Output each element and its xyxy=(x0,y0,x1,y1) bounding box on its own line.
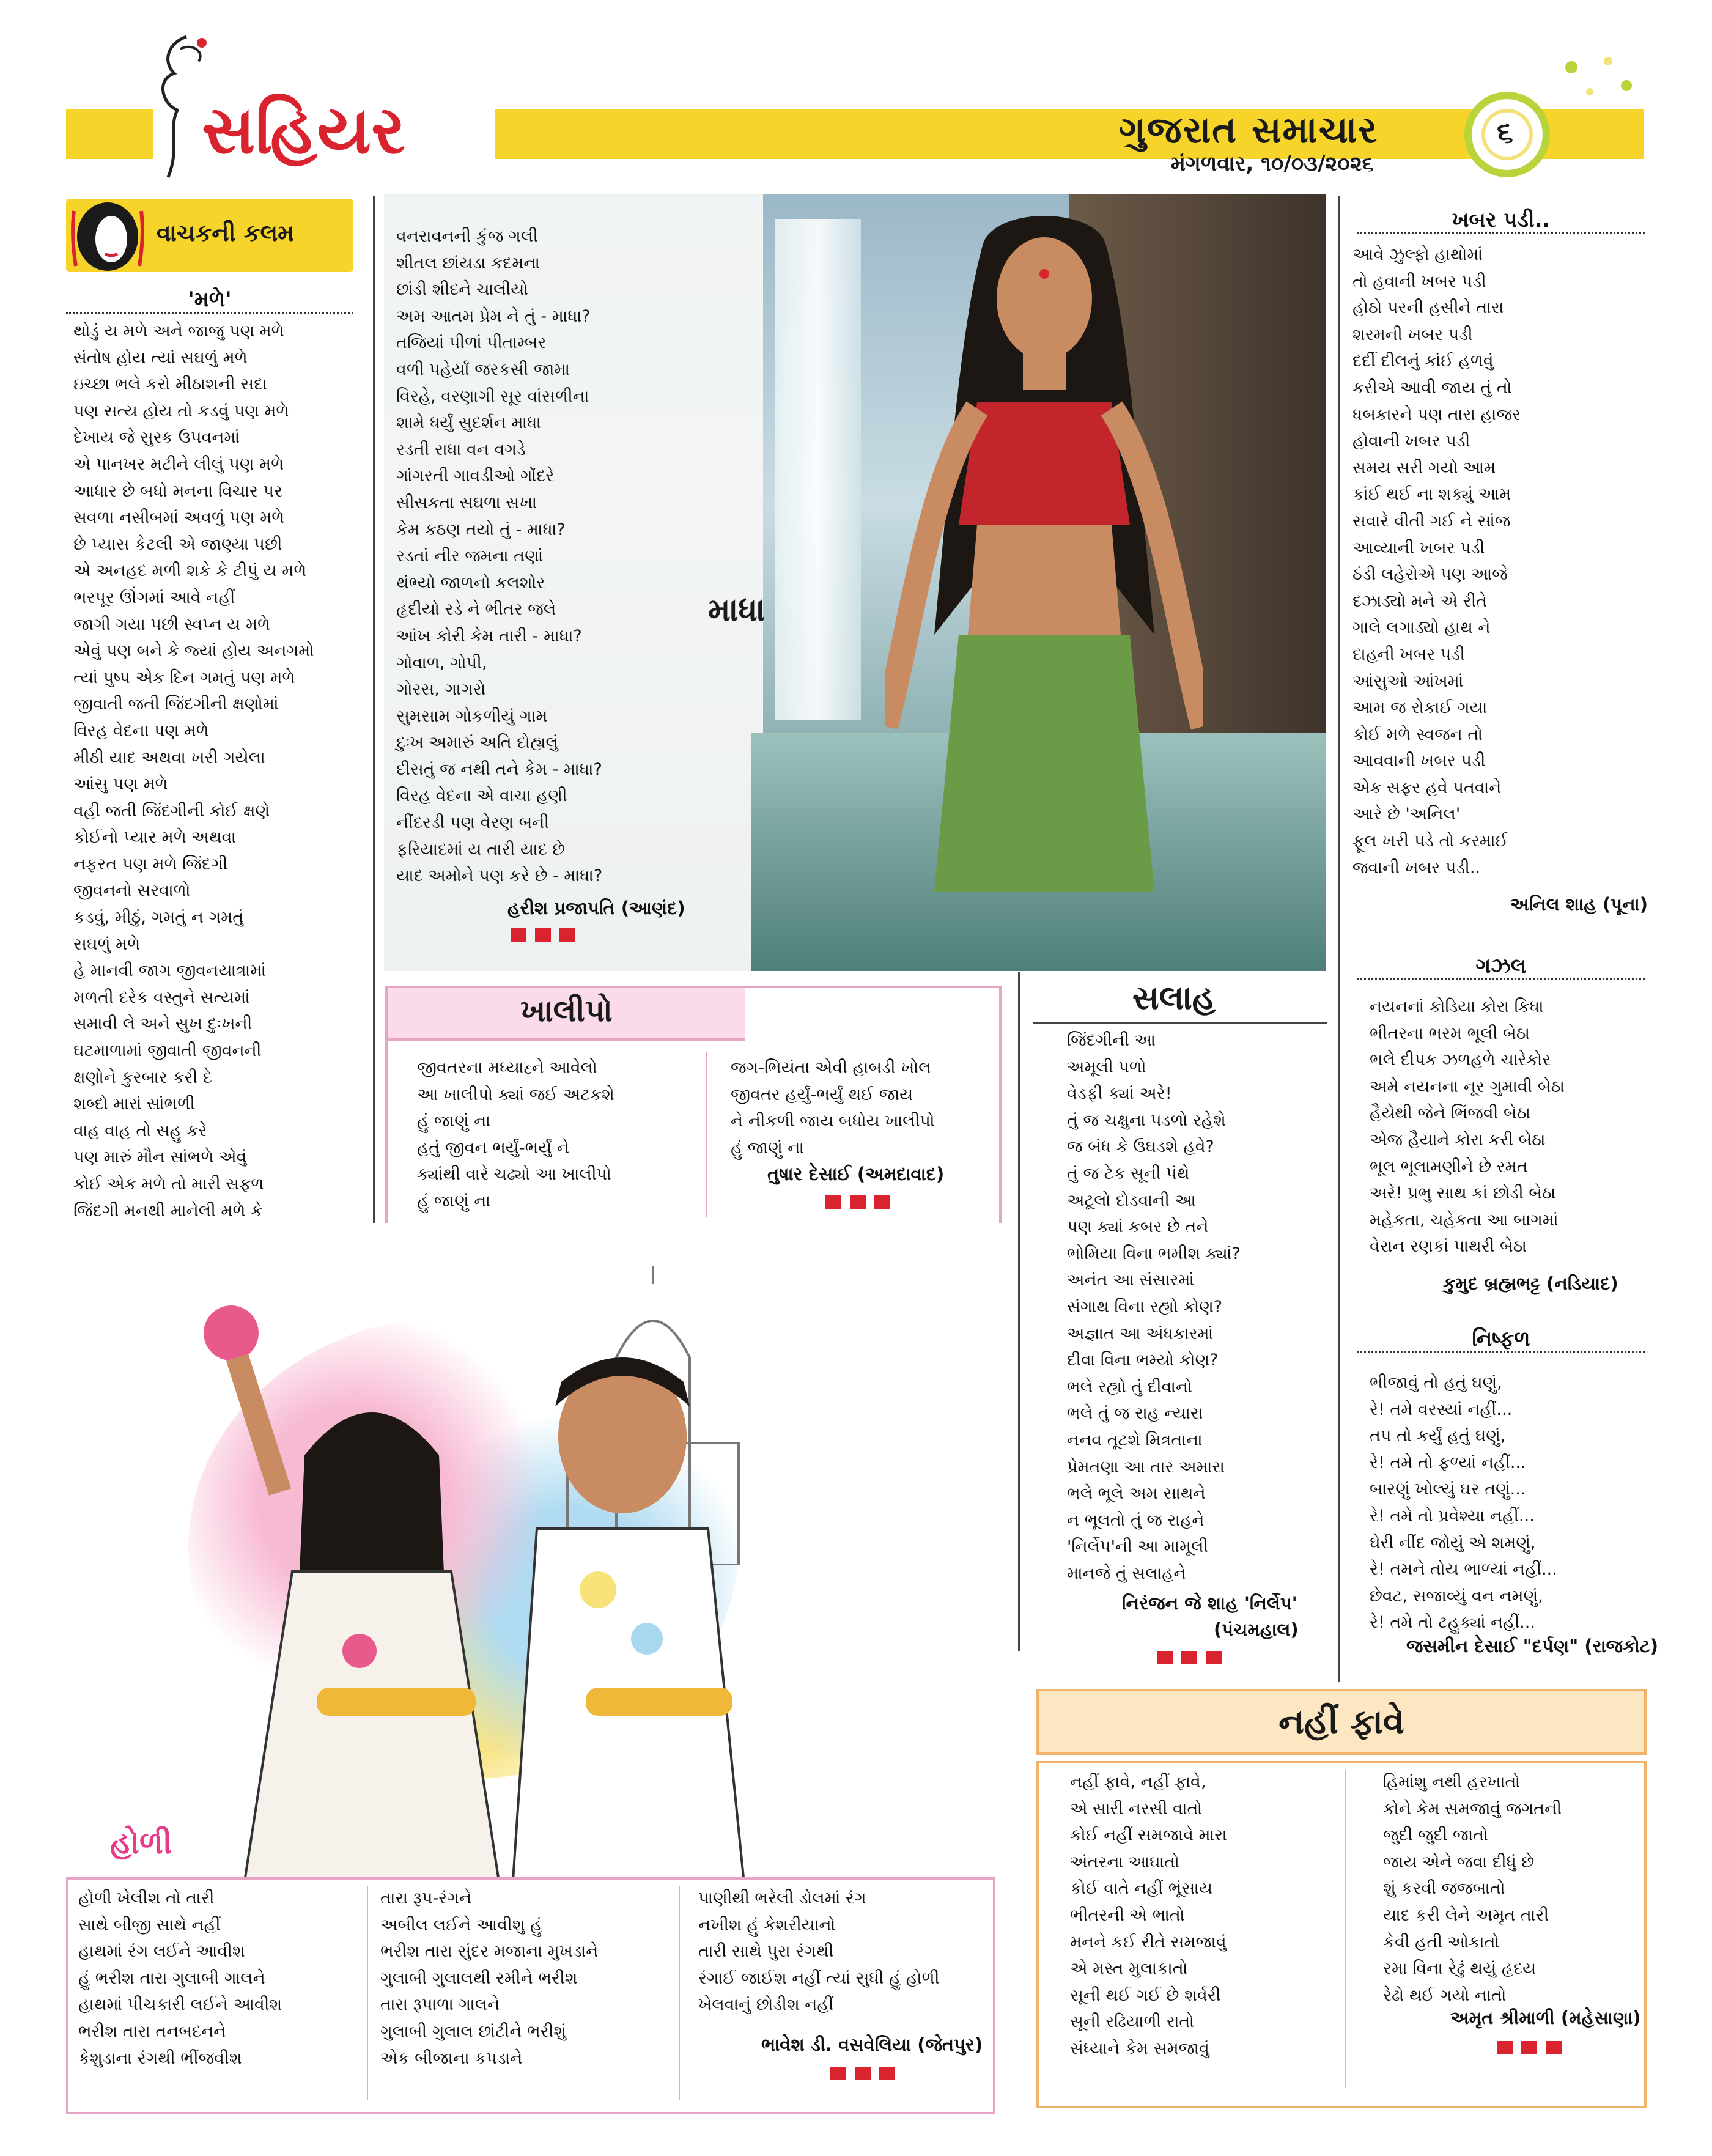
poem-line: જીવનનો સરવાળો xyxy=(73,881,191,901)
poem-line: આવે ઝુલ્ફો હાથોમાં xyxy=(1352,245,1483,264)
poem-line: કેવી હતી ઓકાતો xyxy=(1383,1932,1500,1952)
poem-line: જીવતરના મધ્યાહ્ને આવેલો xyxy=(417,1058,597,1077)
khalipo-author: તુષાર દેસાઈ (અમદાવાદ) xyxy=(767,1164,945,1184)
poem-line: જિંદગીની આ xyxy=(1067,1031,1156,1050)
poem-line: ભરપૂર ઊંગમાં આવે નહીં xyxy=(73,588,235,607)
poem-line: હું જાણું ના xyxy=(731,1138,805,1157)
poem-line: કોઈ વાતે નહીં ભૂંસાય xyxy=(1070,1879,1212,1899)
poem-line: સીસકતા સઘળા સખા xyxy=(396,493,537,512)
holi-col1 xyxy=(78,1885,366,2072)
poem-line: કેશુડાના રંગથી ભીંજવીશ xyxy=(78,2048,242,2068)
poem-line: ભોમિયા વિના ભમીશ ક્યાં? xyxy=(1067,1244,1241,1263)
poem-line: શરમની ખબર પડી xyxy=(1352,325,1473,344)
poem-line: ન ભૂલતો તું જ રાહને xyxy=(1067,1510,1205,1530)
poem-line: ધબકારને પણ તારા હાજર xyxy=(1352,405,1521,424)
poem-line: આંખ કોરી કેમ તારી - માધા? xyxy=(396,626,582,646)
poem-line: શામે ધર્યું સુદર્શન માધા xyxy=(396,413,541,433)
flower-sprigs-icon xyxy=(1553,49,1645,122)
poem-line: અટૂલો દોડવાની આ xyxy=(1067,1191,1196,1210)
poem-line: રડતાં નીર જમના તણાં xyxy=(396,547,544,566)
poem-line: દીવા વિના ભમ્યો કોણ? xyxy=(1067,1351,1219,1370)
poem-line: થોડું ય મળે અને જાજુ પણ મળે xyxy=(73,322,284,341)
poem-line: ભલે તું જ રાહ ન્યારા xyxy=(1067,1404,1203,1423)
poem-line: છે પ્યાસ કેટલી એ જાણ્યા પછી xyxy=(73,534,282,554)
gazal-author: કુમુદ બ્રહ્મભટ્ટ (નડિયાદ) xyxy=(1443,1273,1618,1294)
poem-line: અમે નયનના નૂર ગુમાવી બેઠા xyxy=(1370,1077,1565,1096)
poem-line: ભીતરના ભરમ ભૂલી બેઠા xyxy=(1370,1024,1530,1043)
nahi-fave-title: નહીં ફાવે xyxy=(1278,1702,1404,1742)
poem-line: વિરહ વેદના એ વાચા હણી xyxy=(396,786,567,806)
nahi-fave-author: અમૃત શ્રીમાળી (મહેસાણા) xyxy=(1450,2007,1641,2028)
poem-line: જિંદગી મનથી માનેલી મળે કે xyxy=(73,1201,263,1220)
poem-line: ભરીશ તારા તનબદનને xyxy=(78,2021,226,2041)
poem-line: આમ જ રોકાઈ ગયા xyxy=(1352,698,1488,718)
poem-line: કોઈ નહીં સમજાવે મારા xyxy=(1070,1826,1227,1845)
poem-line: સંતોષ હોય ત્યાં સઘળું મળે xyxy=(73,348,248,367)
poem-line: દાહની ખબર પડી xyxy=(1352,644,1465,664)
poem-line: કેમ કઠણ તયો તું - માધા? xyxy=(396,520,566,539)
poem-line: તું જ ટેક સૂની પંથે xyxy=(1067,1164,1190,1183)
poem-line: કોઈ મળે સ્વજન તો xyxy=(1352,725,1483,744)
poem-line: શીતલ છાંયડા કદમના xyxy=(396,253,541,273)
poem-line: હૃદીયો રડે ને ભીતર જલે xyxy=(396,600,556,619)
poem-line: વિરહે, વરણાગી સૂર વાંસળીના xyxy=(396,386,589,406)
poem-line: પાણીથી ભરેલી ડોલમાં રંગ xyxy=(698,1889,866,1908)
poem-line: એ પાનખર મટીને લીલું પણ મળે xyxy=(73,454,284,474)
holi-author: ભાવેશ ડી. વસવેલિયા (જેતપુર) xyxy=(761,2034,983,2055)
poem-line: હાથમાં પીચકારી લઈને આવીશ xyxy=(78,1995,282,2015)
poem-line: એક બીજાના કપડાને xyxy=(380,2048,523,2068)
holi-col3 xyxy=(698,1885,989,2018)
poem-line: 'નિર્લેપ'ની આ મામૂલી xyxy=(1067,1537,1209,1557)
poem-line: સવળા નસીબમાં અવળું પણ મળે xyxy=(73,508,285,528)
poem-line: રમા વિના રેઢું થયું હૃદય xyxy=(1383,1959,1537,1979)
khabar-poem xyxy=(1352,242,1640,881)
male-poem xyxy=(73,318,361,1277)
poem-line: કોને કેમ સમજાવું જગતની xyxy=(1383,1799,1562,1818)
gazal-title: ગઝલ xyxy=(1357,954,1645,980)
poem-line: આરે છે 'અનિલ' xyxy=(1352,805,1461,824)
poem-line: અરે! પ્રભુ સાથ કાં છોડી બેઠા xyxy=(1370,1184,1556,1203)
poem-line: તો હવાની ખબર પડી xyxy=(1352,271,1486,291)
salah-rule xyxy=(1033,1022,1327,1024)
poem-line: યાદ અમોને પણ કરે છે - માધા? xyxy=(396,866,603,886)
poem-line: તારા રૂપ-રંગને xyxy=(380,1889,472,1908)
poem-line: ઘેરી નીંદ જોયું એ શમણું, xyxy=(1370,1533,1536,1552)
poem-line: જીવાતી જતી જિંદગીની ક્ષણોમાં xyxy=(73,695,279,714)
poem-line: સાથે બીજી સાથે નહીં xyxy=(78,1915,221,1935)
poem-line: એવું પણ બને કે જ્યાં હોય અનગમો xyxy=(73,641,315,661)
madha-poem xyxy=(396,223,739,890)
column-badge-label: વાચકની કલમ xyxy=(157,220,295,246)
poem-line: માનજે તું સલાહને xyxy=(1067,1563,1186,1583)
poem-line: નખીશ હું કેશરીયાનો xyxy=(698,1915,836,1935)
poem-line: રે! તમે તો પ્રવેશ્યા નહીં... xyxy=(1370,1506,1535,1526)
poem-line: દીસતું જ નથી તને કેમ - માધા? xyxy=(396,759,602,779)
poem-line: જગ-ભિયંતા એવી હાબડી ખોલ xyxy=(731,1058,931,1077)
poem-line: બારણું ખોલ્યું ઘર તણું... xyxy=(1370,1480,1526,1499)
poem-line: જાગી ગયા પછી સ્વપ્ન ય મળે xyxy=(73,615,271,634)
poem-line: ઘટમાળામાં જીવાતી જીવનની xyxy=(73,1041,262,1061)
poem-line: રે! તમને તોય ભાળ્યાં નહીં... xyxy=(1370,1560,1557,1579)
end-marks xyxy=(511,928,584,944)
poem-line: ફરિયાદમાં ય તારી યાદ છે xyxy=(396,840,566,859)
poem-line: સવારે વીતી ગઈ ને સાંજ xyxy=(1352,511,1511,531)
poem-line: દુઃખ અમારું અતિ દોહ્યલું xyxy=(396,733,558,753)
poem-line: હે માનવી જાગ જીવનયાત્રામાં xyxy=(73,961,266,981)
poem-line: સંગાથ વિના રહ્યો કોણ? xyxy=(1067,1297,1223,1316)
poem-line: વાહ વાહ તો સહુ કરે xyxy=(73,1121,207,1140)
nahi-fave-col1 xyxy=(1070,1769,1345,2062)
poem-line: અમ આતમ પ્રેમ ને તું - માધા? xyxy=(396,306,591,326)
poem-line: પણ સત્ય હોય તો કડવું પણ મળે xyxy=(73,401,289,421)
poem-line: કડવું, મીઠું, ગમતું ન ગમતું xyxy=(73,908,244,928)
woman-figure-icon xyxy=(885,207,1203,892)
madha-author: હરીશ પ્રજાપતિ (આણંદ) xyxy=(507,898,685,918)
poem-line: અંતરના આઘાતો xyxy=(1070,1852,1179,1872)
poem-line: સમય સરી ગયો આમ xyxy=(1352,458,1496,478)
poem-line: ને નીકળી જાય બધોય ખાલીપો xyxy=(731,1112,935,1131)
page-number: ૬ xyxy=(1497,115,1513,149)
poem-line: અબીલ લઈને આવીશુ હું xyxy=(380,1915,542,1935)
end-marks xyxy=(1157,1651,1230,1667)
end-marks xyxy=(825,1195,899,1211)
poem-line: ગાંગરતી ગાવડીઓ ગોંદરે xyxy=(396,467,555,486)
poem-line: તપ તો કર્યું હતું ઘણું, xyxy=(1370,1427,1506,1446)
newspaper-name: ગુજરાત સમાચાર xyxy=(1119,109,1379,152)
end-marks xyxy=(830,2067,904,2083)
poem-line: આ ખાલીપો ક્યાં જઈ અટકશે xyxy=(417,1085,614,1104)
poem-line: એ મસ્ત મુલાકાતો xyxy=(1070,1959,1188,1979)
khalipo-col1 xyxy=(417,1055,698,1215)
holi-illustration xyxy=(66,1223,1002,1889)
poem-line: પણ મારું મૌન સાંભળે એવું xyxy=(73,1148,247,1167)
poem-line: હોઠો પરની હસીને તારા xyxy=(1352,298,1504,318)
issue-date: મંગળવાર, ૧૦/૦૩/૨૦૨૬ xyxy=(1171,152,1374,176)
poem-line: ક્ષણોને કુરબાર કરી દે xyxy=(73,1068,212,1087)
poem-line: નીંદરડી પણ વેરણ બની xyxy=(396,813,550,833)
poem-line: હું ભરીશ તારા ગુલાબી ગાલને xyxy=(78,1968,265,1988)
poem-line: ભલે રહ્યો તું દીવાનો xyxy=(1067,1377,1192,1397)
poem-line: જાય એને જવા દીધું છે xyxy=(1383,1852,1535,1872)
holi-title: હોળી xyxy=(110,1825,172,1861)
poem-line: હૈયેથી જેને ભિંજવી બેઠા xyxy=(1370,1104,1530,1123)
poem-line: વહી જતી જિંદગીની કોઈ ક્ષણે xyxy=(73,801,270,821)
poem-line: થંભ્યો જાળનો કલશોર xyxy=(396,573,545,593)
khabar-title: ખબર પડી.. xyxy=(1357,208,1645,234)
woman-face-icon xyxy=(71,199,144,272)
end-marks xyxy=(1497,2041,1570,2057)
nahi-fave-divider xyxy=(1345,1770,1346,2088)
column-rule xyxy=(373,196,375,1253)
poem-line: હું જાણું ના xyxy=(417,1191,491,1211)
poem-line: વળી પહેર્યાં જરકસી જામા xyxy=(396,360,570,379)
poem-line: શબ્દો મારાં સાંભળી xyxy=(73,1095,195,1114)
poem-line: રડતી રાધા વન વગડે xyxy=(396,440,526,459)
poem-line: હાથમાં રંગ લઈને આવીશ xyxy=(78,1942,245,1962)
salah-poem xyxy=(1067,1027,1324,1587)
poem-line: નયનનાં કોડિયા કોરા કિધા xyxy=(1370,997,1544,1016)
poem-line: નનવ તૂટશે મિત્રતાના xyxy=(1067,1430,1203,1450)
poem-line: છેવટ, સજાવ્યું વન નમણું, xyxy=(1370,1586,1543,1606)
column-rule xyxy=(1018,972,1020,1651)
poem-line: આંસુઓ આંખમાં xyxy=(1352,671,1464,691)
poem-line: વિરહ વેદના પણ મળે xyxy=(73,721,209,740)
poem-line: છાંડી શીદને ચાલીયો xyxy=(396,280,529,300)
poem-line: ગોરસ, ગાગરો xyxy=(396,680,486,700)
poem-line: અજ્ઞાત આ અંધકારમાં xyxy=(1067,1324,1214,1343)
poem-line: એ અનહદ મળી શકે કે ટીપું ય મળે xyxy=(73,561,307,581)
poem-line: એ સારી નરસી વાતો xyxy=(1070,1799,1203,1818)
poem-line: સમાવી લે અને સુખ દુઃખની xyxy=(73,1014,253,1034)
poem-line: ગોવાળ, ગોપી, xyxy=(396,653,487,673)
holi-divider xyxy=(679,1886,680,2100)
poem-line: નફરત પણ મળે જિંદગી xyxy=(73,854,228,874)
poem-line: તું જ ચક્ષુના પડળો રહેશે xyxy=(1067,1110,1226,1130)
poem-line: ગાલે લગાડ્યો હાથ ને xyxy=(1352,618,1491,638)
poem-line: રે! તમે તો ટહુક્યાં નહીં... xyxy=(1370,1613,1535,1633)
poem-line: દઝાડ્યો મને એ રીતે xyxy=(1352,591,1488,611)
poem-line: સુમસામ ગોકળીયું ગામ xyxy=(396,706,548,726)
poem-line: સૂની રઢિયાળી રાતો xyxy=(1070,2012,1195,2032)
poem-line: આવ્યાની ખબર પડી xyxy=(1352,538,1485,558)
poem-line: ક્યાંથી વારે ચઢ્યો આ ખાલીપો xyxy=(417,1165,611,1184)
poem-line: યાદ કરી લેને અમૃત તારી xyxy=(1383,1905,1549,1925)
poem-line: કોઈ એક મળે તો મારી સફળ xyxy=(73,1175,264,1194)
poem-line: નહીં ફાવે, નહીં ફાવે, xyxy=(1070,1773,1206,1792)
poem-line: સંધ્યાને કેમ સમજાવું xyxy=(1070,2039,1209,2058)
nahi-fave-col2 xyxy=(1383,1769,1640,2009)
poem-line: રે! તમે વરસ્યાં નહીં... xyxy=(1370,1400,1513,1419)
poem-line: ગુલાબી ગુલાલથી રમીને ભરીશ xyxy=(380,1968,578,1988)
poem-line: મીઠી યાદ અથવા ખરી ગયેલા xyxy=(73,748,265,767)
poem-line: વનરાવનની કુંજ ગલી xyxy=(396,227,538,246)
poem-line: સઘળું મળે xyxy=(73,934,141,954)
poem-line: વેરાન રણકાં પાથરી બેઠા xyxy=(1370,1237,1527,1257)
poem-line: કરીએ આવી જાય તું તો xyxy=(1352,378,1512,397)
male-title: 'મળે' xyxy=(66,287,353,314)
khabar-author: અનિલ શાહ (પૂના) xyxy=(1510,894,1648,915)
poem-line: પણ ક્યાં કબર છે તને xyxy=(1067,1217,1209,1237)
nishfal-author: જસમીન દેસાઈ "દર્પણ" (રાજકોટ) xyxy=(1406,1636,1658,1656)
salah-author: નિરંજન જે શાહ 'નિર્લેપ' xyxy=(1122,1593,1297,1614)
madha-title: માધા xyxy=(708,592,766,629)
poem-line: કાંઈ થઈ ના શક્યું આમ xyxy=(1352,485,1511,504)
poem-line: મનને કઈ રીતે સમજાવું xyxy=(1070,1932,1227,1952)
poem-line: આધાર છે બધો મનના વિચાર પર xyxy=(73,481,283,501)
column-rule xyxy=(1338,196,1340,1682)
poem-line: ઠંડી લહેરોએ પણ આજે xyxy=(1352,565,1508,585)
poem-line: ઇચ્છા ભલે કરો મીઠાશની સદા xyxy=(73,375,267,394)
poem-line: જવાની ખબર પડી.. xyxy=(1352,858,1481,877)
logo-title: સહિયર xyxy=(202,92,405,169)
poem-line: એક સફર હવે પતવાને xyxy=(1352,778,1502,797)
poem-line: ભીજાવું તો હતું ઘણું, xyxy=(1370,1373,1502,1392)
poem-line: હતું જીવન ભર્યું-ભર્યું ને xyxy=(417,1138,570,1157)
poem-line: તારા રૂપાળા ગાલને xyxy=(380,1995,500,2015)
poem-line: ત્યાં પુષ્પ એક દિન ગમતું પણ મળે xyxy=(73,668,295,687)
poem-line: જીવતર હર્યું-ભર્યું થઈ જાય xyxy=(731,1085,913,1104)
poem-line: મહેકતા, ચહેકતા આ બાગમાં xyxy=(1370,1210,1559,1230)
poem-line: સૂની થઈ ગઈ છે શર્વરી xyxy=(1070,1985,1221,2005)
poem-line: ભીતરની એ ભાતો xyxy=(1070,1905,1185,1925)
couple-playing-holi-icon xyxy=(158,1296,891,1889)
poem-line: દર્દી દીલનું કાંઈ હળવું xyxy=(1352,352,1494,371)
nishfal-title: નિષ્ફળ xyxy=(1357,1327,1645,1353)
poem-line: હોવાની ખબર પડી xyxy=(1352,432,1470,451)
column-badge xyxy=(66,199,353,272)
poem-line: રંગાઈ જાઈશ નહીં ત્યાં સુધી હું હોળી xyxy=(698,1968,940,1988)
poem-line: હિમાંશુ નથી હરખાતો xyxy=(1383,1773,1521,1792)
khalipo-header xyxy=(388,988,745,1041)
poem-line: જુદી જુદી જાતો xyxy=(1383,1826,1488,1845)
poem-line: શું કરવી જજબાતો xyxy=(1383,1879,1505,1899)
poem-line: રે! તમે તો ફળ્યાં નહીં... xyxy=(1370,1453,1526,1472)
holi-divider xyxy=(367,1886,368,2100)
poem-line: ભરીશ તારા સુંદર મજાના મુખડાને xyxy=(380,1942,599,1962)
poem-line: હોળી ખેલીશ તો તારી xyxy=(78,1889,215,1908)
poem-line: હું જાણું ના xyxy=(417,1112,491,1131)
poem-line: ગુલાબી ગુલાલ છાંટીને ભરીશું xyxy=(380,2021,567,2041)
khalipo-title: ખાલીપો xyxy=(520,993,613,1028)
poem-line: જ બંધ કે ઉઘડશે હવે? xyxy=(1067,1137,1214,1157)
poem-line: વેડફી ક્યાં અરે! xyxy=(1067,1084,1172,1104)
poem-line: તારી સાથે પુરા રંગથી xyxy=(698,1942,834,1962)
holi-col2 xyxy=(380,1885,674,2072)
salah-title: સલાહ xyxy=(1132,978,1216,1017)
poem-line: દેખાય જે સુસ્ક ઉપવનમાં xyxy=(73,428,240,448)
khalipo-col2 xyxy=(731,1055,994,1161)
poem-line: આંસુ પણ મળે xyxy=(73,775,168,794)
salah-place: (પંચમહાલ) xyxy=(1214,1619,1299,1640)
nishfal-poem xyxy=(1370,1370,1639,1636)
poem-line: કોઈનો પ્યાર મળે અથવા xyxy=(73,828,236,847)
nahi-fave-header xyxy=(1036,1689,1647,1755)
gazal-poem xyxy=(1370,994,1639,1260)
poem-line: ભૂલ ભૂલામણીને છે રમત xyxy=(1370,1157,1528,1176)
poem-line: આવવાની ખબર પડી xyxy=(1352,751,1486,771)
poem-line: પ્રેમતણા આ તાર અમારા xyxy=(1067,1457,1225,1477)
poem-line: ભલે દીપક ઝળહળે ચારેકોર xyxy=(1370,1050,1551,1070)
poem-line: અમૂલી પળો xyxy=(1067,1057,1146,1077)
poem-line: ખેલવાનું છોડીશ નહીં xyxy=(698,1995,834,2015)
poem-line: ભલે ભૂલે અમ સાથને xyxy=(1067,1484,1206,1504)
poem-line: એજ હૈયાને કોરા કરી બેઠા xyxy=(1370,1130,1546,1150)
poem-line: અનંત આ સંસારમાં xyxy=(1067,1271,1195,1290)
poem-line: ફૂલ ખરી પડે તો કરમાઈ xyxy=(1352,832,1508,851)
poem-line: રેઢો થઈ ગયો નાતો xyxy=(1383,1985,1507,2005)
poem-line: તજિયાં પીળાં પીતામ્બર xyxy=(396,333,547,353)
poem-line: મળતી દરેક વસ્તુને સત્યમાં xyxy=(73,988,250,1007)
khalipo-divider xyxy=(706,1052,707,1217)
